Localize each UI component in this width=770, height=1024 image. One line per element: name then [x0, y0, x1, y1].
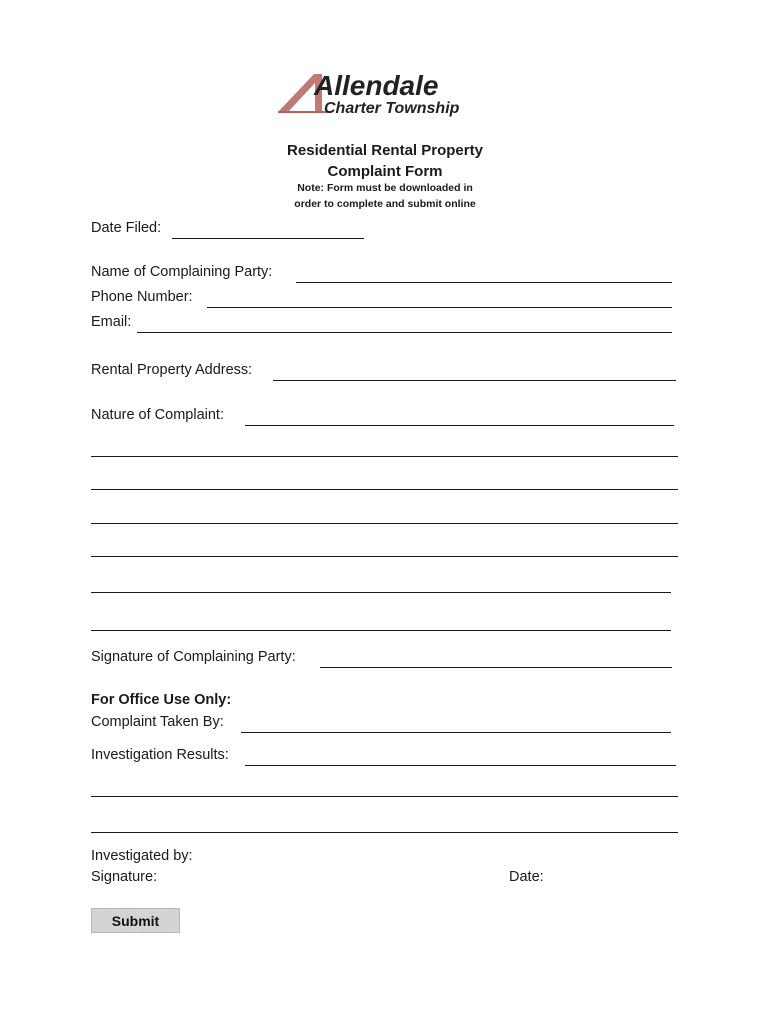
- date-filed-label: Date Filed:: [91, 220, 162, 236]
- form-note-line1: Note: Form must be downloaded in: [297, 182, 473, 194]
- email-label: Email:: [91, 314, 132, 330]
- logo-name: Allendale: [314, 70, 439, 101]
- date-label: Date:: [509, 869, 544, 885]
- nature-field[interactable]: [245, 425, 674, 426]
- results-line[interactable]: [91, 832, 678, 833]
- taken-by-field[interactable]: [241, 732, 671, 733]
- results-line[interactable]: [91, 796, 678, 797]
- date-filed-field[interactable]: [172, 238, 364, 239]
- office-use-heading: For Office Use Only:: [91, 692, 232, 708]
- rental-address-label: Rental Property Address:: [91, 362, 253, 378]
- signature-party-field[interactable]: [320, 667, 672, 668]
- phone-field[interactable]: [207, 307, 672, 308]
- nature-line[interactable]: [91, 456, 678, 457]
- nature-line[interactable]: [91, 489, 678, 490]
- nature-line[interactable]: [91, 592, 671, 593]
- complaining-party-field[interactable]: [296, 282, 672, 283]
- investigated-by-label: Investigated by:: [91, 848, 193, 864]
- nature-line[interactable]: [91, 630, 671, 631]
- signature-label: Signature:: [91, 869, 158, 885]
- taken-by-label: Complaint Taken By:: [91, 714, 224, 730]
- submit-button[interactable]: Submit: [91, 908, 180, 933]
- rental-address-field[interactable]: [273, 380, 676, 381]
- form-title-line1: Residential Rental Property: [287, 142, 483, 159]
- phone-label: Phone Number:: [91, 289, 193, 305]
- nature-label: Nature of Complaint:: [91, 407, 224, 423]
- nature-line[interactable]: [91, 523, 678, 524]
- form-title-line2: Complaint Form: [327, 163, 443, 180]
- results-field[interactable]: [245, 765, 676, 766]
- signature-party-label: Signature of Complaining Party:: [91, 649, 296, 665]
- results-label: Investigation Results:: [91, 747, 229, 763]
- email-field[interactable]: [137, 332, 672, 333]
- logo-subname: Charter Township: [324, 100, 460, 117]
- allendale-logo: [274, 68, 499, 118]
- complaining-party-label: Name of Complaining Party:: [91, 264, 273, 280]
- nature-line[interactable]: [91, 556, 678, 557]
- form-note-line2: order to complete and submit online: [294, 198, 476, 210]
